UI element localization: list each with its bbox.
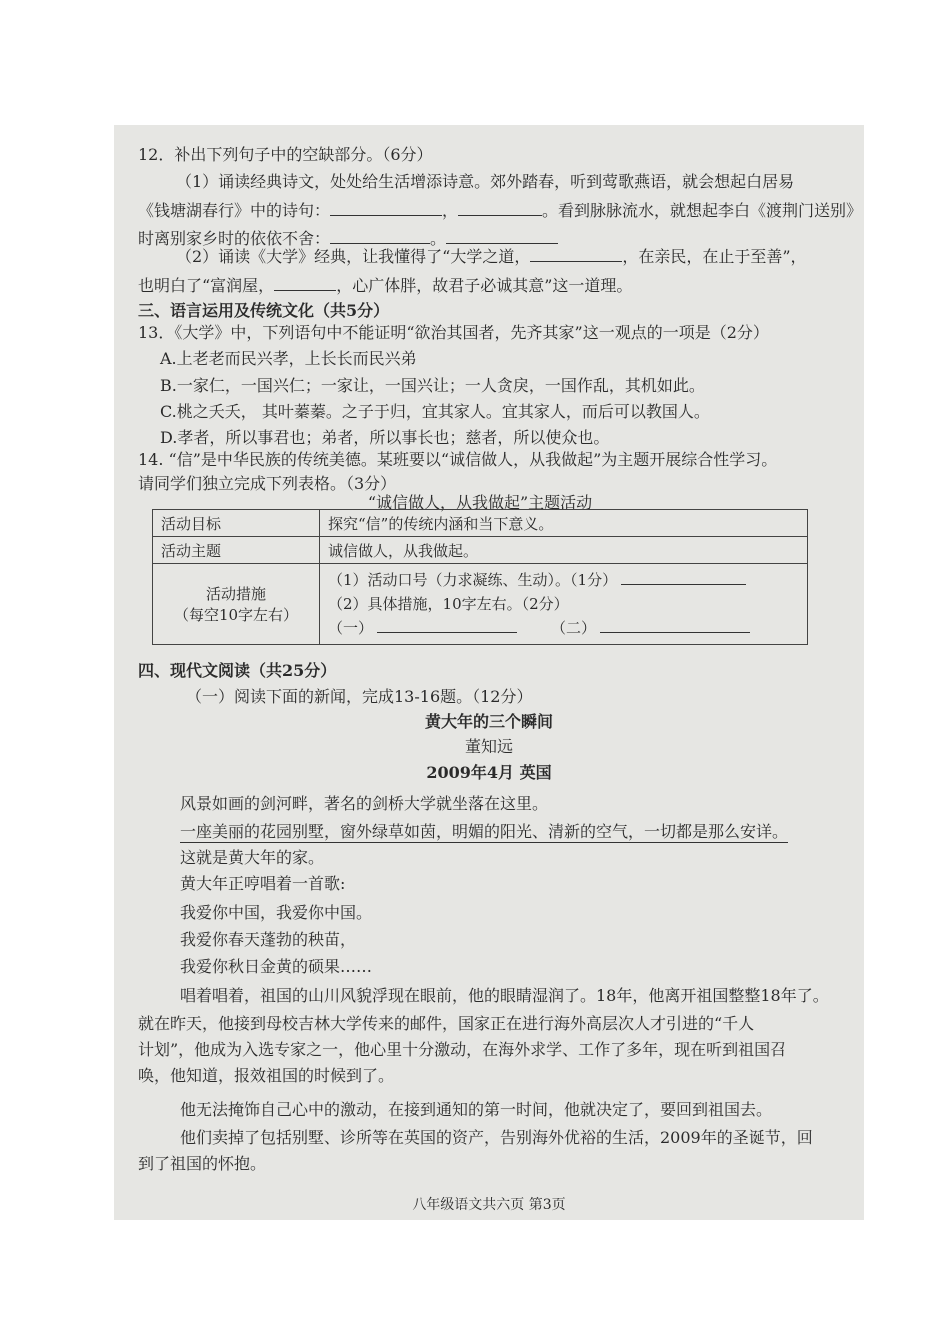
article-para: 计划”，他成为入选专家之一，他心里十分激动，在海外求学、工作了多年，现在听到祖国召 bbox=[138, 1040, 787, 1059]
page-footer: 八年级语文共六页 第3页 bbox=[412, 1197, 566, 1213]
slogan-prompt: （1）活动口号（力求凝练、生动）。（1分） bbox=[328, 571, 618, 589]
measure-prompt: （2）具体措施，10字左右。（2分） bbox=[328, 595, 569, 613]
article-para: 黄大年正哼唱着一首歌: bbox=[180, 874, 346, 893]
q13-title: 13．《大学》中，下列语句中不能证明“欲治其国者，先齐其家”这一观点的一项是（2分） bbox=[138, 323, 769, 342]
table-row bbox=[153, 510, 808, 537]
measures-note: （每空10字左右） bbox=[173, 606, 299, 624]
article-para: 就在昨天，他接到母校吉林大学传来的邮件，国家正在进行海外高层次人才引进的“千人 bbox=[138, 1014, 755, 1033]
section-3-heading: 三、语言运用及传统文化（共5分） bbox=[138, 301, 390, 320]
reading-part-1: （一）阅读下面的新闻，完成13-16题。（12分） bbox=[186, 687, 533, 706]
measure-2-blank[interactable] bbox=[600, 617, 750, 633]
song-line: 我爱你秋日金黄的硕果…… bbox=[180, 957, 373, 976]
q12-line5: 也明白了“富润屋， ，心广体胖，故君子必诚其意”这一道理。 bbox=[138, 276, 633, 295]
row-label-theme: 活动主题 bbox=[153, 537, 320, 564]
article-dateline: 2009年4月 英国 bbox=[426, 763, 552, 782]
article-para: 他们卖掉了包括别墅、诊所等在英国的资产，告别海外优裕的生活，2009年的圣诞节，回 bbox=[180, 1128, 813, 1147]
q13-option-b: B.一家仁，一国兴仁；一家让，一国兴让；一人贪戾，一国作乱，其机如此。 bbox=[160, 376, 705, 395]
q14-line1: 14. “信”是中华民族的传统美德。某班要以“诚信做人，从我做起”为主题开展综合性学习。 bbox=[138, 450, 778, 469]
row-value-theme: 诚信做人，从我做起。 bbox=[320, 537, 808, 564]
measure-1-blank[interactable] bbox=[377, 617, 517, 633]
table-row bbox=[153, 564, 808, 645]
article-para-underlined: 一座美丽的花园别墅，窗外绿草如茵，明媚的阳光、清新的空气，一切都是那么安详。 bbox=[180, 822, 789, 841]
measure-2-label: （二） bbox=[551, 619, 597, 637]
q12-line4: （2）诵读《大学》经典，让我懂得了“大学之道， ，在亲民，在止于至善”， bbox=[176, 247, 807, 266]
article-para: 这就是黄大年的家。 bbox=[180, 848, 325, 867]
blank-6[interactable] bbox=[274, 275, 336, 291]
article-para: 他无法掩饰自己心中的激动，在接到通知的第一时间，他就决定了，要回到祖国去。 bbox=[180, 1100, 773, 1119]
row-value-measures bbox=[320, 564, 808, 645]
q14-line2: 请同学们独立完成下列表格。（3分） bbox=[138, 474, 397, 493]
blank-4[interactable] bbox=[446, 228, 558, 244]
blank-1[interactable] bbox=[330, 200, 442, 216]
article-para: 唱着唱着，祖国的山川风貌浮现在眼前，他的眼睛湿润了。18年，他离开祖国整整18年了。 bbox=[180, 986, 829, 1005]
article-para: 唤，他知道，报效祖国的时候到了。 bbox=[138, 1066, 395, 1085]
q12-title: 12．补出下列句子中的空缺部分。（6分） bbox=[138, 145, 433, 164]
blank-2[interactable] bbox=[458, 200, 542, 216]
q12-line2: 《钱塘湖春行》中的诗句： ， 。看到脉脉流水，就想起李白《渡荆门送别》 bbox=[138, 201, 863, 220]
song-line: 我爱你春天蓬勃的秧苗， bbox=[180, 930, 357, 949]
measure-1-label: （一） bbox=[328, 619, 374, 637]
table-row bbox=[153, 537, 808, 564]
q12-line3: 时离别家乡时的依依不舍： 。 bbox=[138, 228, 558, 249]
row-label-goal: 活动目标 bbox=[153, 510, 320, 537]
article-para: 风景如画的剑河畔，著名的剑桥大学就坐落在这里。 bbox=[180, 794, 549, 813]
song-line: 我爱你中国，我爱你中国。 bbox=[180, 903, 373, 922]
row-value-goal: 探究“信”的传统内涵和当下意义。 bbox=[320, 510, 808, 537]
article-para: 到了祖国的怀抱。 bbox=[138, 1154, 267, 1173]
q13-option-c: C.桃之夭夭， 其叶蓁蓁。之子于归，宜其家人。宜其家人，而后可以教国人。 bbox=[160, 402, 710, 421]
q13-option-d: D.孝者，所以事君也；弟者，所以事长也；慈者，所以使众也。 bbox=[160, 428, 610, 447]
measures-label: 活动措施 bbox=[205, 585, 266, 603]
table-caption: “诚信做人，从我做起”主题活动 bbox=[367, 493, 593, 512]
activity-table bbox=[152, 509, 808, 645]
row-label-measures bbox=[153, 564, 320, 645]
q12-line1: （1）诵读经典诗文，处处给生活增添诗意。郊外踏春，听到莺歌燕语，就会想起白居易 bbox=[176, 172, 795, 191]
article-author: 董知远 bbox=[464, 737, 513, 756]
q13-option-a: A.上老老而民兴孝，上长长而民兴弟 bbox=[160, 349, 417, 368]
blank-5[interactable] bbox=[530, 246, 622, 262]
blank-3[interactable] bbox=[330, 228, 430, 244]
article-title: 黄大年的三个瞬间 bbox=[424, 712, 553, 731]
slogan-blank[interactable] bbox=[621, 569, 746, 585]
section-4-heading: 四、现代文阅读（共25分） bbox=[138, 661, 337, 680]
